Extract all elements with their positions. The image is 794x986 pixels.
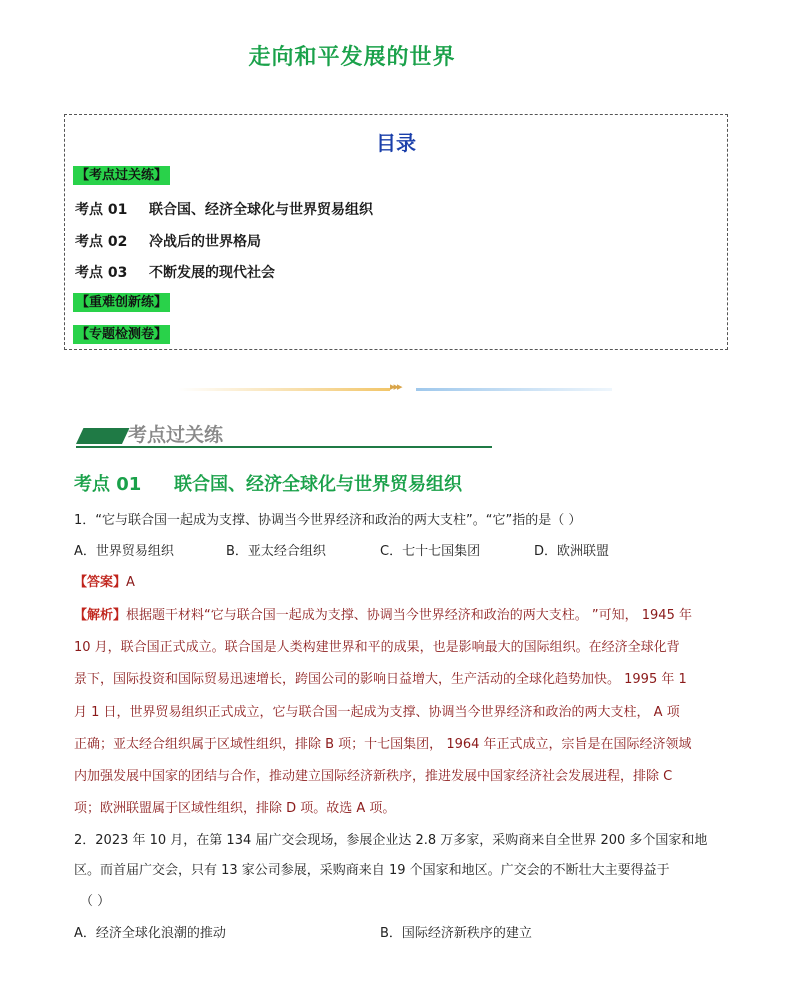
analysis-label: 【解析】 [74,608,127,623]
section-num: 考点 01 [74,474,142,495]
q1-analysis-line: 景下，国际投资和国际贸易迅速增长，跨国公司的影响日益增大，生产活动的全球化趋势加快。 1995 年 1 [74,672,687,687]
q2-stem-line: （ ） [80,894,111,909]
q1-analysis-line: 项；欧洲联盟属于区域性组织，排除 D 项。故选 A 项。 [74,801,396,816]
banner-underline [76,446,492,448]
answer-label: 【答案】 [74,575,127,590]
q1-option-b[interactable]: B．亚太经合组织 [226,544,326,559]
section-heading [74,470,462,496]
analysis-text: 根据题干材料“它与联合国一起成为支撑、协调当今世界经济和政治的两大支柱。 ”可知， 1945 年 [126,608,692,623]
toc-item-num: 考点 03 [75,265,128,281]
toc-item-03[interactable] [75,262,275,282]
q1-analysis-line: 正确；亚太经合组织属于区域性组织，排除 B 项；十七国集团， 1964 年正式成立，宗旨是在国际经济领域 [74,737,692,752]
document-title: 走向和平发展的世界 [248,45,456,70]
q1-options [74,540,734,558]
section-title: 联合国、经济全球化与世界贸易组织 [174,474,462,495]
q2-options [74,922,734,940]
q2-option-a[interactable]: A．经济全球化浪潮的推动 [74,926,226,941]
q2-option-b[interactable]: B．国际经济新秩序的建立 [380,926,532,941]
q1-option-c[interactable]: C．七十七国集团 [380,544,481,559]
toc-tag-innovation[interactable]: 【重难创新练】 [73,293,170,312]
q1-option-d[interactable]: D．欧洲联盟 [534,544,610,559]
q1-analysis-line [74,604,692,623]
answer-value: A [126,575,135,590]
table-of-contents [64,114,728,350]
toc-tag-test[interactable]: 【专题检测卷】 [73,325,170,344]
banner-block-icon [76,428,129,444]
divider-arrows-icon: ▸▸▸ [390,380,401,393]
toc-item-num: 考点 02 [75,234,128,250]
toc-tag-practice[interactable]: 【考点过关练】 [73,166,170,185]
toc-title: 目录 [376,131,416,155]
q1-analysis-line: 月 1 日，世界贸易组织正式成立，它与联合国一起成为支撑、协调当今世界经济和政治的两大支柱， A 项 [74,705,680,720]
toc-item-num: 考点 01 [75,202,128,218]
q1-analysis-line: 10 月，联合国正式成立。联合国是人类构建世界和平的成果，也是影响最大的国际组织。在经济全球化背 [74,640,680,655]
toc-item-text: 不断发展的现代社会 [149,265,275,281]
divider-left [178,388,390,391]
q1-answer [74,571,135,590]
toc-item-01[interactable] [75,199,373,219]
toc-item-text: 联合国、经济全球化与世界贸易组织 [149,202,373,218]
toc-item-02[interactable] [75,231,261,251]
section-banner: 考点过关练 [128,424,224,446]
divider-right [416,388,612,391]
toc-item-text: 冷战后的世界格局 [149,234,261,250]
q1-option-a[interactable]: A．世界贸易组织 [74,544,174,559]
q1-analysis-line: 内加强发展中国家的团结与合作，推动建立国际经济新秩序，推进发展中国家经济社会发展进程，排除 C [74,769,673,784]
q1-stem: 1．“它与联合国一起成为支撑、协调当今世界经济和政治的两大支柱”。“它”指的是（ ） [74,513,582,528]
q2-stem-line: 2．2023 年 10 月，在第 134 届广交会现场，参展企业达 2.8 万多家，采购商来自全世界 200 多个国家和地 [74,833,708,848]
q2-stem-line: 区。而首届广交会，只有 13 家公司参展，采购商来自 19 个国家和地区。广交会的不断壮大主要得益于 [74,863,670,878]
